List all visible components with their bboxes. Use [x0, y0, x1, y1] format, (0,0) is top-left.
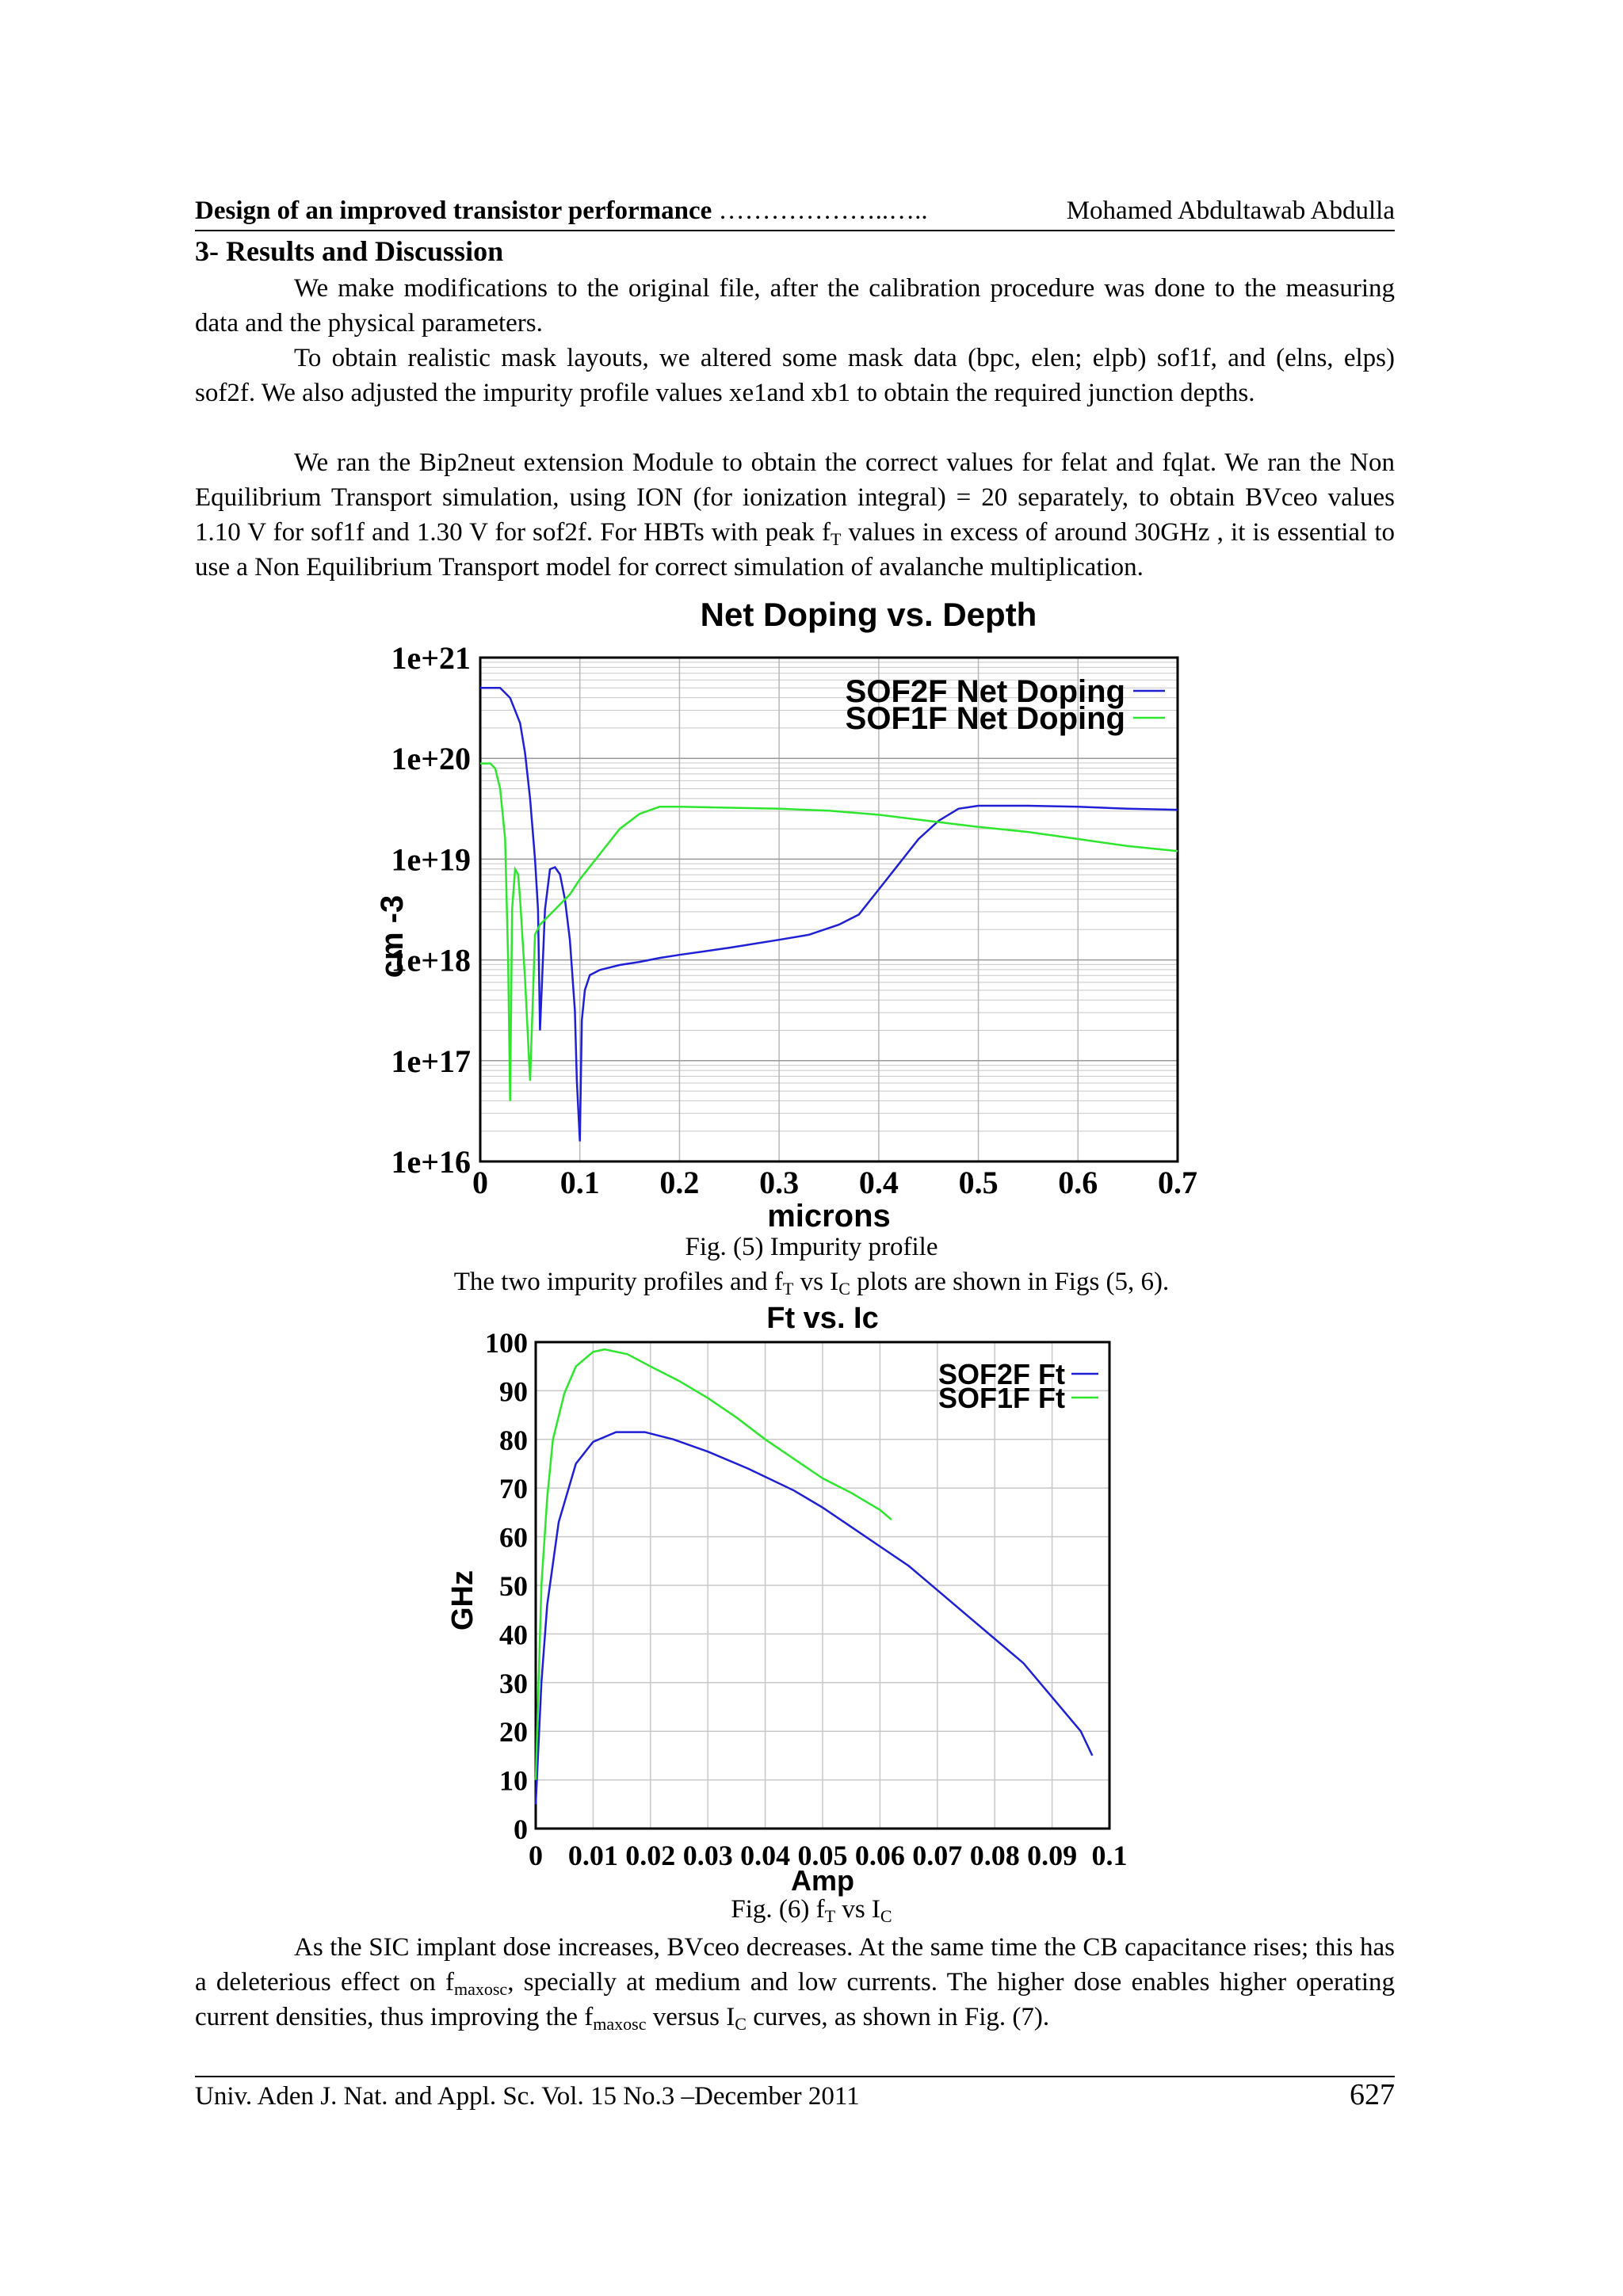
figures-intro-text: The two impurity profiles and $f_T$ vs $I_C$ plots are shown in Figs (5, 6). [453, 1268, 1170, 1299]
y-tick-label: 90 [499, 1375, 528, 1408]
y-tick-label: 20 [499, 1716, 528, 1749]
legend-label-sof2f: SOF2F Net Doping [845, 674, 1125, 709]
y-tick-label: 1e+20 [391, 741, 471, 777]
y-tick-label: 1e+19 [391, 841, 471, 878]
y-tick-label: 50 [499, 1570, 528, 1602]
header-dots: ………………..….. [712, 196, 928, 225]
x-tick-label: 0.1 [559, 1165, 600, 1200]
y-tick-label: 10 [499, 1764, 528, 1797]
x-tick-label: 0.7 [1158, 1165, 1197, 1200]
figure-6-caption: Fig. (6) $f_T$ vs $I_C$ [731, 1895, 892, 1926]
x-tick-label: 0.3 [759, 1165, 800, 1200]
x-tick-label: 0.4 [858, 1165, 899, 1200]
y-tick-label: 0 [514, 1814, 528, 1845]
y-tick-label: 1e+18 [391, 942, 471, 978]
section-title: 3- Results and Discussion [195, 235, 504, 267]
x-tick-label: 0.08 [969, 1840, 1020, 1871]
y-axis-label: cm -3 [375, 894, 410, 978]
paragraph-1: We make modifications to the original file, after the calibration procedure was done to the measuring data and the physical parameters. [195, 274, 1395, 338]
y-tick-label: 30 [499, 1667, 528, 1699]
y-tick-label: 1e+21 [391, 640, 471, 676]
x-tick-label: 0.1 [1091, 1840, 1128, 1871]
x-tick-label: 0.01 [567, 1840, 618, 1871]
x-tick-label: 0.04 [740, 1840, 791, 1871]
x-tick-label: 0.06 [854, 1840, 905, 1871]
x-tick-label: 0.07 [912, 1840, 963, 1871]
x-axis-label: Amp [791, 1864, 854, 1897]
x-tick-label: 0 [529, 1840, 543, 1871]
legend-label-sof2f: SOF2F Ft [938, 1358, 1065, 1390]
x-tick-label: 0.03 [682, 1840, 733, 1871]
x-tick-label: 0 [472, 1165, 488, 1200]
x-tick-label: 0.09 [1027, 1840, 1078, 1871]
legend-label-sof1f: SOF1F Ft [938, 1382, 1065, 1414]
x-tick-label: 0.02 [625, 1840, 676, 1871]
x-axis-label: microns [767, 1199, 891, 1234]
y-tick-label: 80 [499, 1424, 528, 1456]
legend-label-sof1f: SOF1F Net Doping [845, 701, 1125, 736]
running-footer [195, 2076, 1395, 2111]
y-tick-label: 70 [499, 1473, 528, 1505]
chart-title: Ft vs. Ic [766, 1302, 879, 1335]
header-title: Design of an improved transistor performance ………………..….. [195, 196, 928, 225]
paragraph-3: We ran the Bip2neut extension Module to obtain the correct values for felat and fqlat. We ran the Non Equilibrium Transport simulation, using ION (for ionization integral) = 20 separately, to obtain BVceo values 1.10 V for sof1f and 1.30 V for sof2f. For HBTs with peak $f_T$ values in excess of around 30GHz , it is essential to use a Non Equilibrium Transport model for correct simulation of avalanche multiplication. [195, 448, 1395, 582]
header-author: Mohamed Abdultawab Abdulla [1066, 196, 1395, 225]
x-tick-label: 0.05 [797, 1840, 848, 1871]
y-tick-label: 1e+16 [391, 1144, 471, 1180]
y-tick-label: 1e+17 [391, 1043, 471, 1079]
paragraph-2: To obtain realistic mask layouts, we altered some mask data (bpc, elen; elpb) sof1f, and (elns, elps) sof2f. We also adjusted the impurity profile values xe1and xb1 to obtain the required junction depths. [195, 344, 1395, 407]
y-tick-label: 100 [485, 1327, 528, 1359]
page-number: 627 [1350, 2078, 1395, 2111]
x-tick-label: 0.2 [659, 1165, 700, 1200]
footer-journal: Univ. Aden J. Nat. and Appl. Sc. Vol. 15 No.3 –December 2011 [195, 2082, 860, 2111]
chart-title: Net Doping vs. Depth [700, 596, 1037, 633]
y-tick-label: 60 [499, 1521, 528, 1554]
paragraph-4: As the SIC implant dose increases, BVceo decreases. At the same time the CB capacitance rises; this has a deleterious effect on $f_{maxosc}$, specially at medium and low currents. The higher dose enables higher operating current densities, thus improving the $f_{maxosc}$ versus $I_C$ curves, as shown in Fig. (7). [195, 1933, 1395, 2034]
figure-5-caption: Fig. (5) Impurity profile [685, 1233, 938, 1261]
x-tick-label: 0.6 [1058, 1165, 1098, 1200]
y-axis-label: GHz [446, 1570, 479, 1630]
x-tick-label: 0.5 [958, 1165, 999, 1200]
y-tick-label: 40 [499, 1619, 528, 1651]
